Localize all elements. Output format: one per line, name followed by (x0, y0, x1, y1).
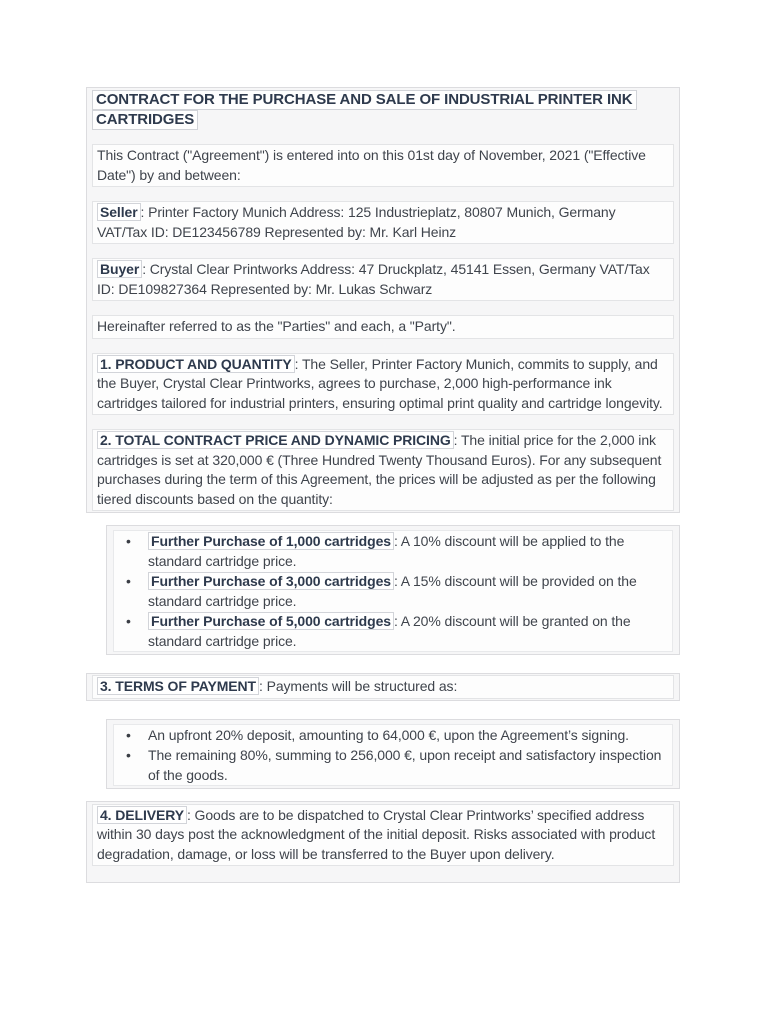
section-1-product-quantity-paragraph (92, 353, 674, 416)
bullet-item (114, 571, 672, 611)
delivery-block (86, 801, 680, 884)
text-run: : Payments will be structured as: (259, 678, 458, 694)
bold-term: Seller (97, 203, 141, 221)
section-3-payment-paragraph (92, 675, 674, 699)
title-text: CONTRACT FOR THE PURCHASE AND SALE OF INDUSTRIAL PRINTER INK (92, 90, 637, 110)
payment-structure-block (106, 719, 680, 789)
text-run: Hereinafter referred to as the "Parties" and each, a "Party". (97, 318, 456, 334)
text-run: An upfront 20% deposit, amounting to 64,000 €, upon the Agreement’s signing. (148, 726, 629, 743)
bold-term: Buyer (97, 260, 142, 278)
text-run: : Printer Factory Munich Address: 125 Industrieplatz, 80807 Munich, Germany VAT/Tax ID: DE123456789 Represented by: Mr. Karl Heinz (97, 204, 616, 240)
bold-term: Further Purchase of 1,000 cartridges (148, 532, 394, 550)
text-run: : Crystal Clear Printworks Address: 47 Druckplatz, 45141 Essen, Germany VAT/Tax ID: DE109827364 Represented by: Mr. Lukas Schwarz (97, 261, 650, 297)
bullet-item (114, 531, 672, 571)
section-4-delivery-paragraph (92, 804, 674, 867)
text-run: The remaining 80%, summing to 256,000 €, upon receipt and satisfactory inspection of the goods. (148, 746, 662, 783)
parties-paragraph (92, 315, 674, 339)
bullet-item (114, 611, 672, 651)
seller-paragraph (92, 201, 674, 244)
bold-term: 1. PRODUCT AND QUANTITY (97, 355, 295, 373)
payment-bullet-list (113, 724, 673, 786)
text-run: : Goods are to be dispatched to Crystal Clear Printworks’ specified address within 30 days post the acknowledgment of the initial deposit. Risks associated with product degradation, damage, or loss will be transferred to the Buyer upon delivery. (97, 806, 656, 862)
title-text: CARTRIDGES (92, 110, 198, 130)
intro-paragraph (92, 144, 674, 187)
text-run: : A 10% discount will be applied to the standard cartridge price. (148, 533, 625, 569)
contract-title-line-2 (92, 110, 674, 130)
bold-term: Further Purchase of 3,000 cartridges (148, 572, 394, 590)
text-run: : A 15% discount will be provided on the standard cartridge price. (148, 573, 637, 609)
discount-tiers-block (106, 525, 680, 655)
bold-term: Further Purchase of 5,000 cartridges (148, 612, 394, 630)
bold-term: 3. TERMS OF PAYMENT (97, 677, 259, 695)
bullet-item (114, 745, 672, 785)
buyer-paragraph (92, 258, 674, 301)
contract-title (92, 90, 674, 130)
payment-terms-heading-block (86, 673, 680, 701)
bullet-item (114, 725, 672, 745)
text-run: : A 20% discount will be granted on the standard cartridge price. (148, 613, 631, 649)
contract-title-line-1 (92, 90, 674, 110)
contract-header-block (86, 87, 680, 513)
bold-term: 2. TOTAL CONTRACT PRICE AND DYNAMIC PRICING (97, 431, 454, 449)
section-2-price-paragraph (92, 429, 674, 511)
discount-bullet-list (113, 530, 673, 652)
text-run: : The initial price for the 2,000 ink cartridges is set at 320,000 € (Three Hundred Twenty Thousand Euros). For any subsequent purchases during the term of this Agreement, the prices will be adjusted as per the following tiered discounts based on the quantity: (97, 432, 662, 507)
document-page (86, 87, 680, 883)
text-run: : The Seller, Printer Factory Munich, commits to supply, and the Buyer, Crystal Clear Printworks, agrees to purchase, 2,000 high-performance ink cartridges tailored for industrial printers, ensuring optimal print quality and cartridge longevity. (97, 355, 663, 411)
text-run: This Contract ("Agreement") is entered into on this 01st day of November, 2021 ("Effective Date") by and between: (97, 147, 646, 183)
bold-term: 4. DELIVERY (97, 806, 187, 824)
